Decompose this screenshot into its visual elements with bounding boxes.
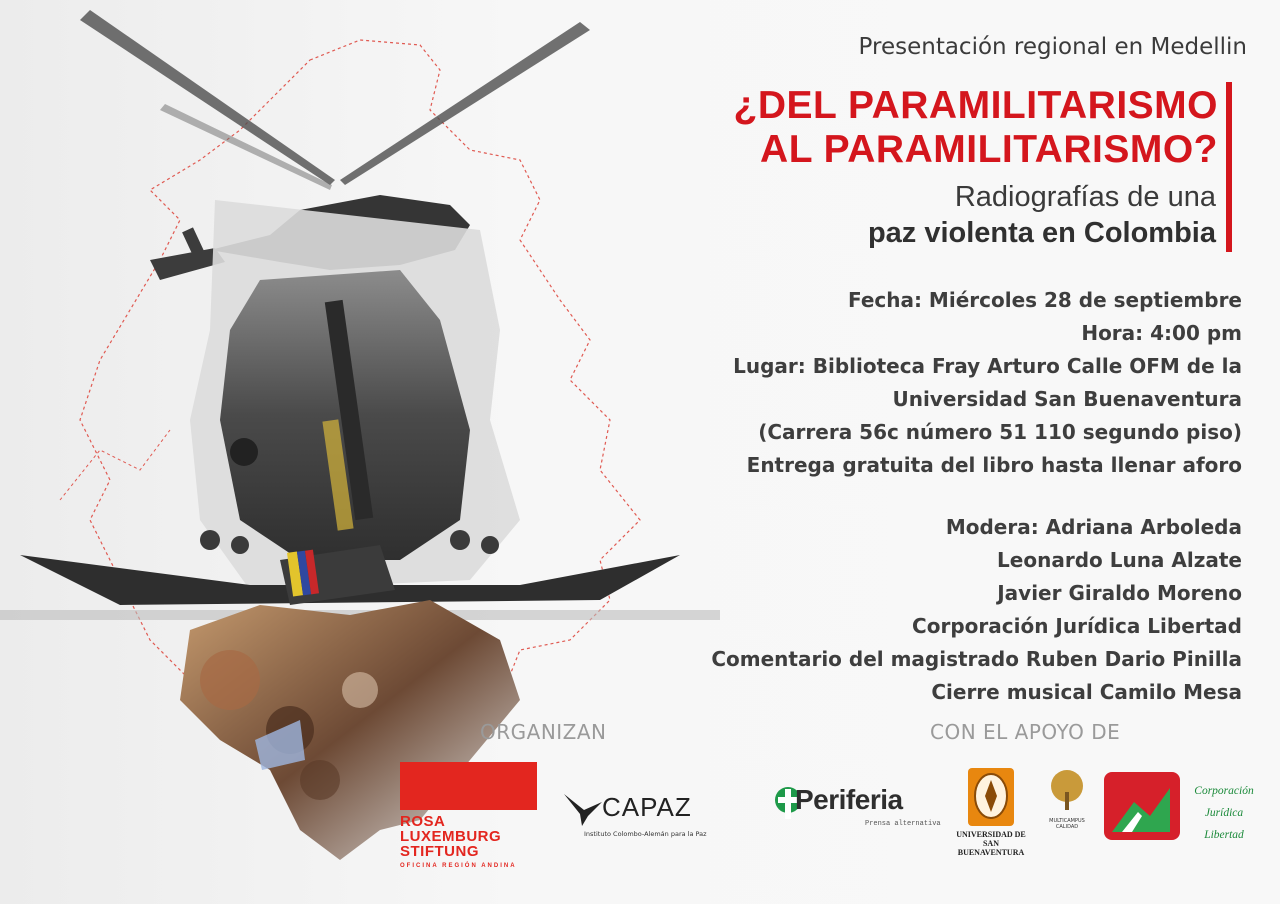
rosa-logo-line3: STIFTUNG xyxy=(400,843,479,860)
cjl-logo-name-line3: Libertad xyxy=(1204,829,1244,841)
usb-logo-name-line2: SAN BUENAVENTURA xyxy=(957,839,1025,857)
capaz-logo-name: CAPAZ xyxy=(602,792,692,822)
rosa-red-block xyxy=(400,762,537,810)
book-title-line-2: AL PARAMILITARISMO? xyxy=(760,128,1218,171)
participant: Javier Giraldo Moreno xyxy=(997,581,1242,605)
event-date: Fecha: Miércoles 28 de septiembre xyxy=(847,288,1242,312)
cjl-logo-name xyxy=(1188,780,1260,846)
capaz-logo-sub: Instituto Colombo-Alemán para la Paz xyxy=(584,830,707,838)
rosa-logo-line2: LUXEMBURG xyxy=(400,828,502,845)
organizers-label: ORGANIZAN xyxy=(480,720,607,744)
usb-logo-name-line1: UNIVERSIDAD DE xyxy=(956,830,1026,839)
participants-list xyxy=(711,511,1242,709)
usb-logo xyxy=(950,766,1032,857)
book-tagline-line-2: paz violenta en Colombia xyxy=(867,217,1216,249)
cjl-emblem-icon xyxy=(1104,772,1180,840)
book-tagline-line-1: Radiografías de una xyxy=(954,181,1216,213)
rosa-luxemburg-logo xyxy=(400,762,540,869)
event-note: Entrega gratuita del libro hasta llenar aforo xyxy=(746,453,1242,477)
tree-icon xyxy=(1047,768,1087,812)
rosa-logo-sub: OFICINA REGIÓN ANDINA xyxy=(400,863,517,869)
event-time: Hora: 4:00 pm xyxy=(1081,321,1242,345)
participant-moderator: Modera: Adriana Arboleda xyxy=(945,515,1242,539)
periferia-logo-name: Periferia xyxy=(795,784,903,815)
participant: Leonardo Luna Alzate xyxy=(997,548,1242,572)
usb-logo-name xyxy=(950,830,1032,857)
participant-music: Cierre musical Camilo Mesa xyxy=(931,680,1242,704)
event-place-university: Universidad San Buenaventura xyxy=(892,387,1242,411)
cjl-logo xyxy=(1104,772,1274,842)
event-subtitle: Presentación regional en Medellin xyxy=(858,34,1247,60)
bird-icon xyxy=(562,790,606,830)
cjl-logo-name-line1: Corporación xyxy=(1194,785,1254,797)
cjl-logo-name-line2: Jurídica xyxy=(1204,807,1244,819)
event-place: Lugar: Biblioteca Fray Arturo Calle OFM de la xyxy=(733,354,1242,378)
book-title xyxy=(734,84,1218,172)
accreditation-logo-name: MULTICAMPUS CALIDAD xyxy=(1049,818,1085,830)
periferia-logo-sub: Prensa alternativa xyxy=(865,820,941,828)
periferia-logo xyxy=(773,782,943,832)
event-details xyxy=(733,284,1242,482)
participant: Corporación Jurídica Libertad xyxy=(912,614,1242,638)
capaz-logo xyxy=(562,790,722,846)
book-title-line-1: ¿DEL PARAMILITARISMO xyxy=(733,84,1218,127)
supporters-label: CON EL APOYO DE xyxy=(930,720,1121,744)
accreditation-logo xyxy=(1042,768,1092,848)
title-accent-bar xyxy=(1226,82,1232,252)
participant-commentary: Comentario del magistrado Ruben Dario Pinilla xyxy=(711,647,1242,671)
event-address: (Carrera 56c número 51 110 segundo piso) xyxy=(758,420,1242,444)
usb-crest-icon xyxy=(966,766,1016,828)
rosa-logo-line1: ROSA xyxy=(400,813,446,830)
